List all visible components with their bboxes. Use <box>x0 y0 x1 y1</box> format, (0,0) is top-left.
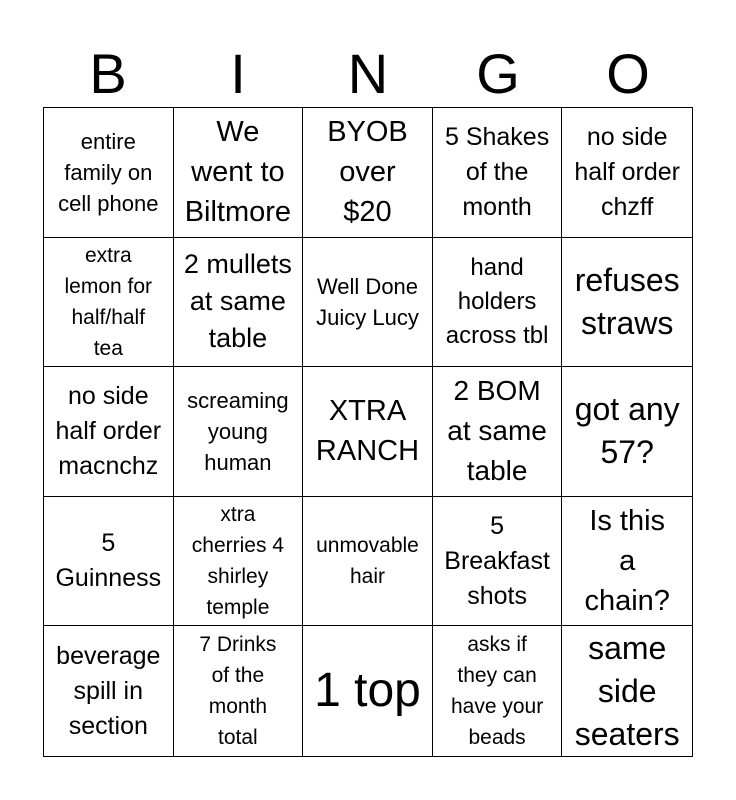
header-letter-g: G <box>476 42 520 105</box>
header-letter-b: B <box>89 42 127 105</box>
header-letter-n: N <box>347 42 389 105</box>
bingo-cell[interactable] <box>44 367 174 497</box>
bingo-cell[interactable] <box>433 367 563 497</box>
bingo-cell-text: hand holders across tbl <box>445 253 549 349</box>
bingo-cell[interactable] <box>303 108 433 238</box>
bingo-cell[interactable] <box>433 626 563 756</box>
bingo-header <box>43 42 693 106</box>
bingo-cell[interactable] <box>303 238 433 368</box>
bingo-cell[interactable] <box>562 367 692 497</box>
bingo-cell[interactable] <box>433 238 563 368</box>
bingo-cell-text: no side half order macnchz <box>55 381 162 480</box>
bingo-cell[interactable] <box>44 108 174 238</box>
bingo-cell-text: xtra cherries 4 shirley temple <box>191 503 284 620</box>
bingo-cell[interactable] <box>174 238 304 368</box>
bingo-cell[interactable] <box>303 497 433 627</box>
bingo-cell-text: got any 57? <box>574 391 680 471</box>
bingo-cell-text: 1 top <box>314 664 421 718</box>
bingo-cell-text: no side half order chzff <box>574 122 680 221</box>
bingo-cell-text: screaming young human <box>187 387 289 475</box>
bingo-cell[interactable] <box>44 497 174 627</box>
bingo-cell-text: asks if they can have your beads <box>450 633 544 750</box>
bingo-cell[interactable] <box>562 626 692 756</box>
bingo-card <box>43 107 693 757</box>
bingo-cell-text: 5 Shakes of the month <box>444 122 550 221</box>
bingo-cell-text: We went to Biltmore <box>184 116 292 229</box>
bingo-cell[interactable] <box>174 367 304 497</box>
bingo-cell-text: 5 Breakfast shots <box>444 511 550 610</box>
bingo-cell[interactable] <box>174 626 304 756</box>
bingo-cell[interactable] <box>562 497 692 627</box>
bingo-cell[interactable] <box>303 367 433 497</box>
bingo-cell[interactable] <box>433 497 563 627</box>
bingo-cell-text: unmovable hair <box>316 534 419 589</box>
bingo-cell-text: 7 Drinks of the month total <box>199 633 277 750</box>
bingo-cell-text: extra lemon for half/half tea <box>64 243 153 360</box>
bingo-cell-text: XTRA RANCH <box>315 395 420 468</box>
bingo-cell-text: beverage spill in section <box>56 641 161 740</box>
bingo-cell[interactable] <box>303 626 433 756</box>
bingo-cell-text: Is this a chain? <box>584 505 670 618</box>
bingo-cell-text: 5 Guinness <box>55 529 162 593</box>
bingo-cell-text: 2 BOM at same table <box>447 375 547 487</box>
bingo-cell-text: refuses straws <box>574 261 680 341</box>
bingo-cell[interactable] <box>174 497 304 627</box>
bingo-cell[interactable] <box>44 626 174 756</box>
bingo-cell-text: entire family on cell phone <box>58 128 159 216</box>
bingo-cell[interactable] <box>44 238 174 368</box>
bingo-cell[interactable] <box>174 108 304 238</box>
header-letter-i: I <box>230 42 246 105</box>
bingo-cell[interactable] <box>562 108 692 238</box>
bingo-cell[interactable] <box>562 238 692 368</box>
bingo-cell[interactable] <box>433 108 563 238</box>
bingo-cell-text: 2 mullets at same table <box>183 249 292 354</box>
bingo-cell-text: BYOB over $20 <box>327 116 408 229</box>
header-letter-o: O <box>606 42 650 105</box>
bingo-cell-text: Well Done Juicy Lucy <box>316 273 419 330</box>
bingo-cell-text: same side seaters <box>574 629 680 752</box>
